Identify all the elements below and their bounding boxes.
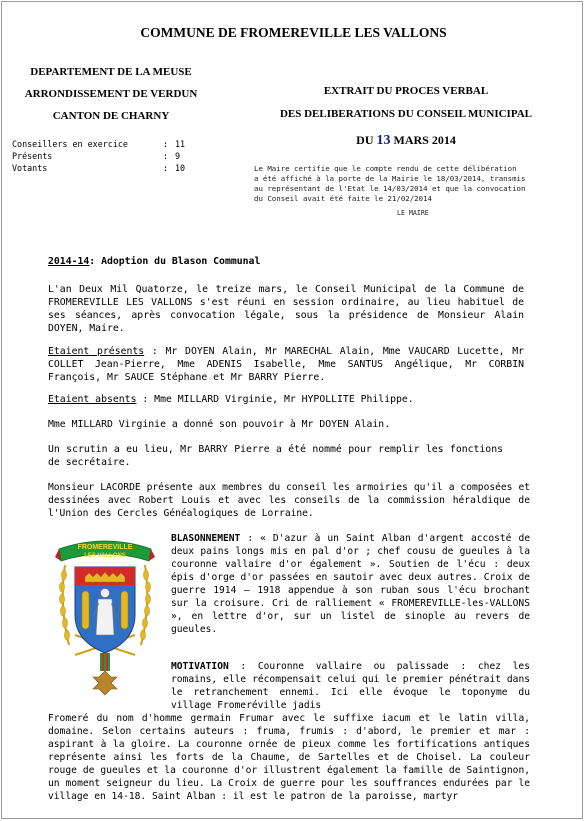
count-value: 11 [175, 139, 186, 149]
war-cross-icon [93, 671, 117, 695]
date-rest: MARS 2014 [393, 133, 456, 147]
arrondissement-line: ARRONDISSEMENT DE VERDUN [24, 88, 198, 100]
shield [75, 567, 135, 653]
subject-title: : Adoption du Blason Communal [89, 256, 261, 267]
absents-paragraph [48, 394, 414, 405]
blasonnement-label: BLASONNEMENT [171, 533, 241, 544]
certification-block [254, 164, 525, 204]
date-day: 13 [376, 133, 391, 148]
motivation-paragraph [171, 660, 530, 712]
motto-banner [55, 541, 155, 561]
count-value: 10 [175, 163, 186, 173]
maire-signature-label: LE MAIRE [397, 209, 429, 217]
presents-paragraph [48, 345, 524, 384]
count-value: 9 [175, 151, 181, 161]
cert-line: Le Maire certifie que le compte rendu de cette délibération [254, 164, 517, 173]
count-row: Conseillers en exercice : 11 [12, 139, 186, 149]
scrutin-paragraph: Un scrutin a eu lieu, Mr BARRY Pierre a été nommé pour remplir les fonctions de secrétaire. [48, 444, 503, 468]
subject-number: 2014-14 [48, 256, 90, 267]
bread-icon [82, 591, 89, 629]
cert-line: a été affiché à la porte de la Mairie le 18/03/2014, transmis [254, 174, 526, 183]
bread-icon [121, 591, 128, 629]
cert-line: du Conseil avait été faite le 21/02/2014 [254, 194, 432, 203]
intro-paragraph: L'an Deux Mil Quatorze, le treize mars, le Conseil Municipal de la Commune de FROMEREVILLE LES VALLONS s'est réuni en session ordinaire, au lieu habituel de ses séances, après convocation légale, sous la présidence de Monsieur Alain DOYEN, Maire. [48, 284, 524, 334]
count-label: Présents [12, 151, 53, 161]
departement-line: DEPARTEMENT DE LA MEUSE [30, 66, 192, 78]
count-label: Conseillers en exercice [12, 139, 128, 149]
canton-line: CANTON DE CHARNY [52, 110, 170, 122]
extrait-line-2: DES DELIBERATIONS DU CONSEIL MUNICIPAL [279, 108, 533, 120]
count-row: Votants : 10 [12, 163, 186, 173]
coat-of-arms-image [55, 535, 155, 705]
attendance-counts [12, 138, 185, 174]
absents-label: Etaient absents [48, 394, 137, 405]
motivation-label: MOTIVATION [171, 661, 229, 672]
absents-text: : Mme MILLARD Virginie, Mr HYPOLLITE Philippe. [136, 394, 414, 405]
date-prefix: DU [356, 133, 374, 147]
count-label: Votants [12, 163, 48, 173]
presents-label: Etaient présents [48, 346, 145, 357]
presents-text: : Mr DOYEN Alain, Mr MARECHAL Alain, Mme VAUCARD Lucette, Mr COLLET Jean-Pierre, Mme ADENIS Isabelle, Mme SANTUS Angélique, Mr CORBIN François, Mr SAUCE Stéphane et Mr BARRY Pierre. [48, 346, 525, 383]
banner-line-1: FROMEREVILLE [77, 544, 133, 551]
blasonnement-text: : « D'azur à un Saint Alban d'argent accosté de deux pains longs mis en pal d'or ; chef cousu de gueules à la couronne vallaire d'or également ». Soutien de l'écu : deux épis d'orge d'or passées en sautoir avec deux autres. Croix de guerre 1914 – 1918 appendue à son ruban sous l'écu brochant sur la croisure. Cri de ralliement « FROMEREVILLE-les-VALLONS », en lettre d'or, sur un listel de sinople au revers de gueules. [171, 533, 530, 635]
cert-line: au représentant de l'Etat le 14/03/2014 et que la convocation [254, 184, 526, 193]
motivation-continued: Fromeré du nom d'homme germain Frumar avec le suffixe iacum et le latin villa, domaine. Selon certains auteurs : fruma, frumis : d'abord, le premier et mar : aspirant à la gloire. La couronne ornée de pieux comme les fortifications antiques représente ainsi les forts de la Chaume, de Sartelles et de Choisel. La couleur rouge de gueules et la couronne d'or illustrent également la famille de Saintignon, un moment seigneur du lieu. La Croix de guerre pour les souffrances endurées par le village en 14-18. Saint Alban : il est le patron de la paroisse, martyr [48, 713, 530, 802]
subject-heading [48, 256, 260, 267]
pouvoir-paragraph: Mme MILLARD Virginie a donné son pouvoir à Mr DOYEN Alain. [48, 419, 391, 430]
croix-de-guerre [93, 653, 117, 695]
lacorde-paragraph: Monsieur LACORDE présente aux membres du conseil les armoiries qu'il a composées et dessinées avec Robert Louis et avec les conseils de la commission héraldique de l'Union des Cercles Généalogiques de Lorraine. [48, 482, 530, 519]
session-date [230, 133, 582, 149]
motivation-text: : Couronne vallaire ou palissade : chez les romains, elle récompensait celui qui le premier pénétrait dans le retranchement ennemi. Ici elle évoque le toponyme du village Fromeréville jadis [171, 661, 530, 711]
blasonnement-paragraph [171, 532, 530, 636]
count-row: Présents : 9 [12, 150, 185, 162]
banner-line-2: LES VALLONS [84, 553, 126, 559]
extrait-line-1: EXTRAIT DU PROCES VERBAL [323, 85, 489, 97]
commune-title: COMMUNE DE FROMEREVILLE LES VALLONS [140, 25, 447, 40]
